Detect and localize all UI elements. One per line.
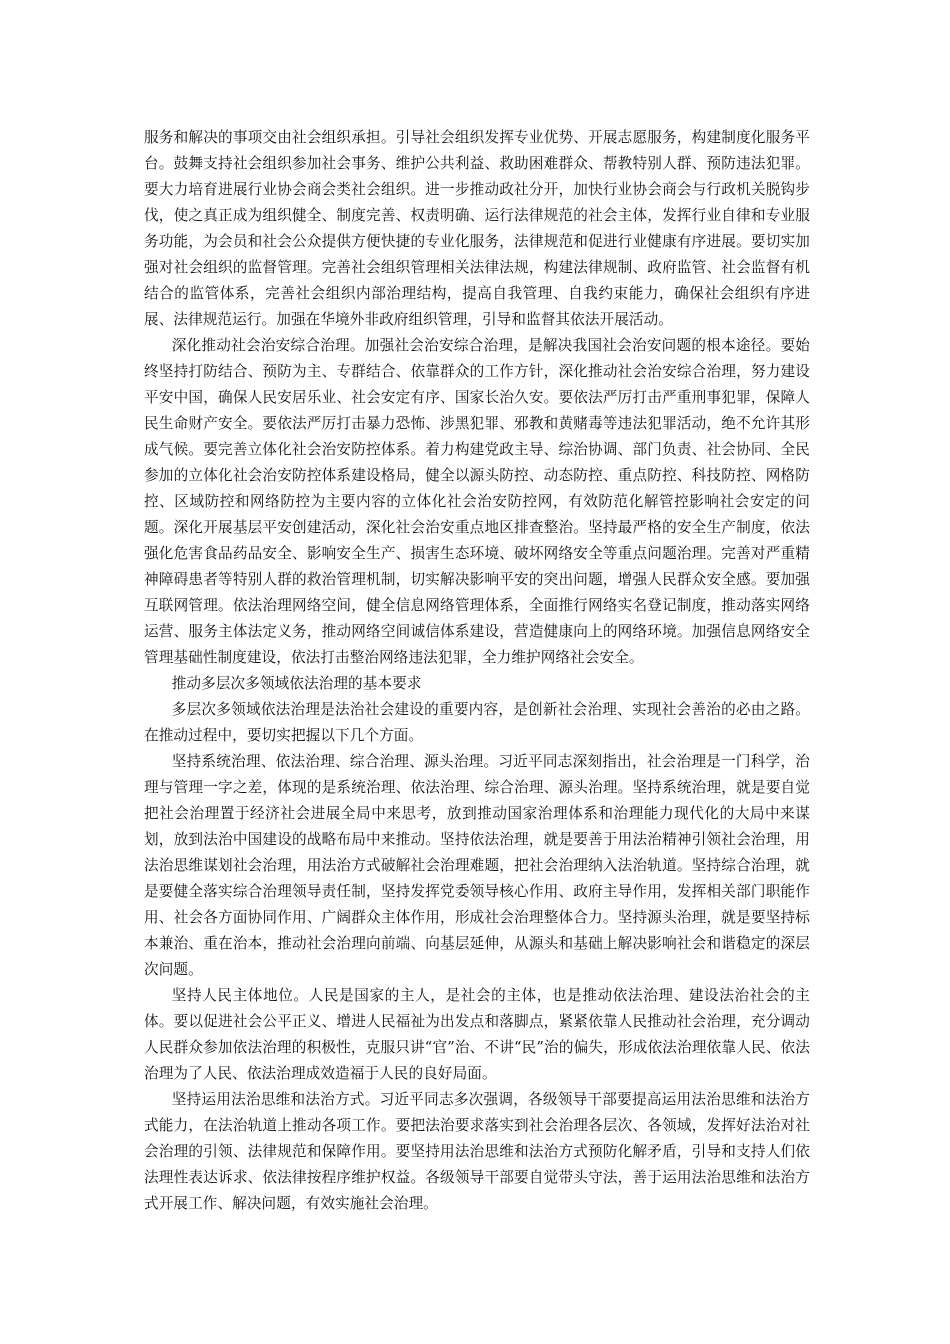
paragraph-public-security: 深化推动社会治安综合治理。加强社会治安综合治理，是解决我国社会治安问题的根本途径。要始终坚持打防结合、预防为主、专群结合、依靠群众的工作方针，深化推动社会治安综合治理，努力建设平安中国，确保人民安居乐业、社会安定有序、国家长治久安。要依法严厉打击严重刑事犯罪，保障人民生命财产安全。要依法严厉打击暴力恐怖、涉黑犯罪、邪教和黄赌毒等违法犯罪活动，绝不允许其形成气候。要完善立体化社会治安防控体系。着力构建党政主导、综治协调、部门负责、社会协同、全民参加的立体化社会治安防控体系建设格局，健全以源头防控、动态防控、重点防控、科技防控、网格防控、区域防控和网络防控为主要内容的立体化社会治安防控网，有效防范化解管控影响社会安定的问题。深化开展基层平安创建活动，深化社会治安重点地区排查整治。坚持最严格的安全生产制度，依法强化危害食品药品安全、影响安全生产、损害生态环境、破坏网络安全等重点问题治理。完善对严重精神障碍患者等特别人群的救治管理机制，切实解决影响平安的突出问题，增强人民群众安全感。要加强互联网管理。依法治理网络空间，健全信息网络管理体系，全面推行网络实名登记制度，推动落实网络运营、服务主体法定义务，推动网络空间诚信体系建设，营造健康向上的网络环境。加强信息网络安全管理基础性制度建设，依法打击整治网络违法犯罪，全力维护网络社会安全。: [144, 337, 810, 666]
document-body: [144, 125, 810, 1217]
paragraph-systematic-governance: 坚持系统治理、依法治理、综合治理、源头治理。习近平同志深刻指出，社会治理是一门科学，治理与管理一字之差，体现的是系统治理、依法治理、综合治理、源头治理。坚持系统治理，就是要自觉把社会治理置于经济社会进展全局中来思考，放到推动国家治理体系和治理能力现代化的大局中来谋划，放到法治中国建设的战略布局中来推动。坚持依法治理，就是要善于用法治精神引领社会治理，用法治思维谋划社会治理，用法治方式破解社会治理难题，把社会治理纳入法治轨道。坚持综合治理，就是要健全落实综合治理领导责任制，坚持发挥党委领导核心作用、政府主导作用，发挥相关部门职能作用、社会各方面协同作用、广阔群众主体作用，形成社会治理整体合力。坚持源头治理，就是要坚持标本兼治、重在治本，推动社会治理向前端、向基层延伸，从源头和基础上解决影响社会和谐稳定的深层次问题。: [144, 753, 810, 978]
paragraph-people-subject: 坚持人民主体地位。人民是国家的主人，是社会的主体，也是推动依法治理、建设法治社会的主体。要以促进社会公平正义、增进人民福祉为出发点和落脚点，紧紧依靠人民推动社会治理，充分调动人民群众参加依法治理的积极性，克服只讲“官”治、不讲“民”治的偏失，形成依法治理依靠人民、依法治理为了人民、依法治理成效造福于人民的良好局面。: [144, 987, 810, 1082]
paragraph-intro-requirements: 多层次多领域依法治理是法治社会建设的重要内容，是创新社会治理、实现社会善治的必由之路。在推动过程中，要切实把握以下几个方面。: [144, 701, 810, 744]
section-heading-basic-requirements: 推动多层次多领域依法治理的基本要求: [171, 675, 422, 692]
paragraph-social-organizations: 服务和解决的事项交由社会组织承担。引导社会组织发挥专业优势、开展志愿服务，构建制度化服务平台。鼓舞支持社会组织参加社会事务、维护公共利益、救助困难群众、帮教特别人群、预防违法犯罪。要大力培育进展行业协会商会类社会组织。进一步推动政社分开，加快行业协会商会与行政机关脱钩步伐，使之真正成为组织健全、制度完善、权责明确、运行法律规范的社会主体，发挥行业自律和专业服务功能，为会员和社会公众提供方便快捷的专业化服务，法律规范和促进行业健康有序进展。要切实加强对社会组织的监督管理。完善社会组织管理相关法律法规，构建法律规制、政府监管、社会监督有机结合的监管体系，完善社会组织内部治理结构，提高自我管理、自我约束能力，确保社会组织有序进展、法律规范运行。加强在华境外非政府组织管理，引导和监督其依法开展活动。: [144, 129, 810, 328]
paragraph-rule-of-law-thinking: 坚持运用法治思维和法治方式。习近平同志多次强调，各级领导干部要提高运用法治思维和法治方式能力，在法治轨道上推动各项工作。要把法治要求落实到社会治理各层次、各领域，发挥好法治对社会治理的引领、法律规范和保障作用。要坚持用法治思维和法治方式预防化解矛盾，引导和支持人们依法理性表达诉求、依法律按程序维护权益。各级领导干部要自觉带头守法，善于运用法治思维和法治方式开展工作、解决问题，有效实施社会治理。: [144, 1091, 810, 1212]
